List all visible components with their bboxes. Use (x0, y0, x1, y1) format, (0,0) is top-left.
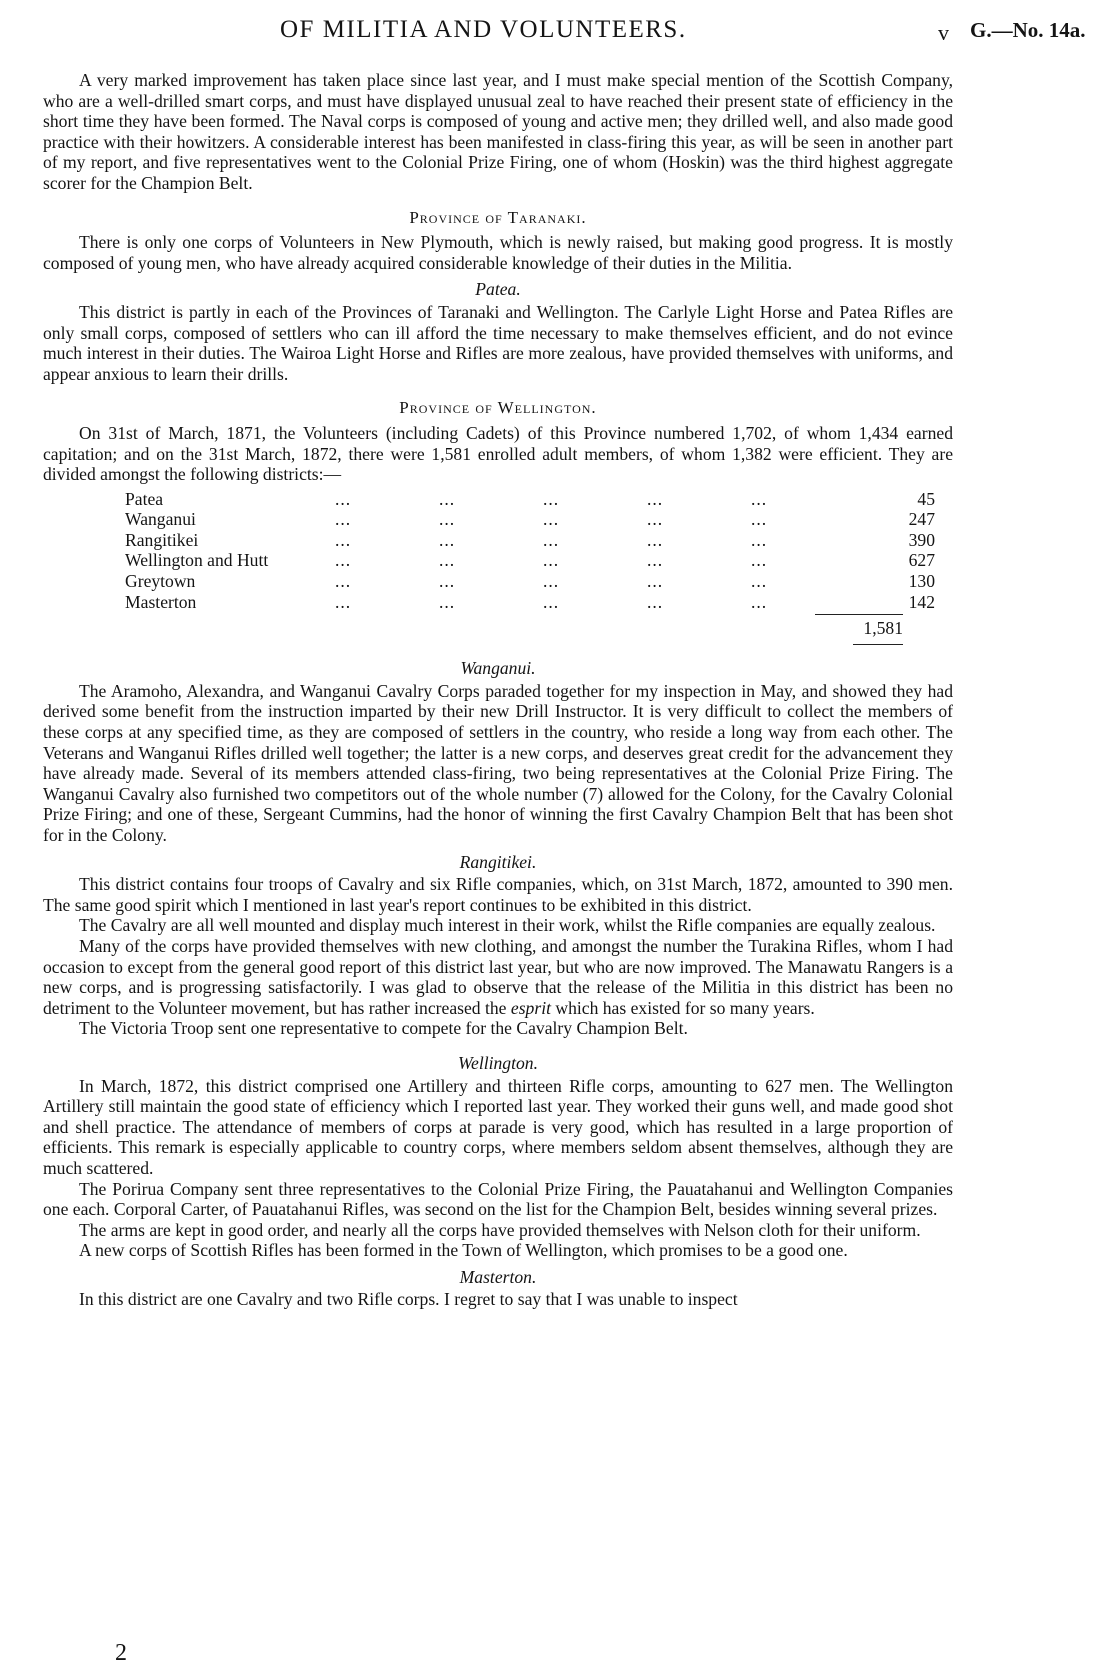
leader-dots: ... (543, 529, 560, 550)
table-row (125, 592, 935, 613)
leader-dots: ... (647, 488, 664, 509)
leader-dots: ... (335, 591, 352, 612)
masterton-paragraph: In this district are one Cavalry and two Rifle corps. I regret to say that I was unable to inspect (79, 1289, 738, 1310)
leader-dots: ... (543, 571, 560, 592)
page-numeral: v (938, 20, 949, 45)
leader-dots: ... (647, 591, 664, 612)
leader-dots: ... (751, 488, 768, 509)
leader-dots: ... (335, 571, 352, 592)
total-underline (853, 644, 903, 645)
district-value: 390 (908, 529, 935, 550)
rangitikei-paragraph-1: This district contains four troops of Cavalry and six Rifle companies, which, on 31st March, 1872, amounted to 390 men. The same good spirit which I mentioned in last year's report continues to be exhibited in this district. (43, 874, 953, 915)
district-value: 142 (908, 591, 935, 612)
table-row (125, 530, 935, 551)
heading-taranaki: Province of Taranaki. (409, 207, 587, 227)
intro-paragraph: A very marked improvement has taken place since last year, and I must make special mention of the Scottish Company, who are a well-drilled smart corps, and must have displayed unusual zeal to have reached their present state of efficiency in the short time they have been formed. The Naval corps is composed of young and active men; they drilled well, and also made good practice with their howitzers. A considerable interest has been manifested in class-firing this year, as will be seen in another part of my report, and five representatives went to the Colonial Prize Firing, one of whom (Hoskin) was the third highest aggregate scorer for the Champion Belt. (43, 70, 953, 193)
table-row (125, 489, 935, 510)
leader-dots: ... (439, 571, 456, 592)
wellington-paragraph-2: The Porirua Company sent three representatives to the Colonial Prize Firing, the Pauatahanui and Wellington Companies one each. Corporal Carter, of Pauatahanui Rifles, was second on the list for the Champion Belt, besides winning several prizes. (43, 1178, 953, 1220)
heading-wellington-province: Province of Wellington. (399, 398, 597, 418)
rangitikei-paragraph-4: The Victoria Troop sent one representative to compete for the Cavalry Champion Belt. (79, 1018, 688, 1039)
leader-dots: ... (439, 509, 456, 530)
district-value: 45 (917, 488, 935, 509)
leader-dots: ... (335, 509, 352, 530)
district-value: 130 (908, 571, 935, 592)
district-name: Greytown (125, 571, 196, 592)
page-body (43, 70, 953, 1310)
total-rule (815, 614, 903, 615)
heading-patea: Patea. (475, 279, 521, 300)
heading-rangitikei: Rangitikei. (459, 851, 537, 872)
rangitikei-text-a: Many of the corps have provided themselves with new clothing, and amongst the number the Turakina Rifles, whom I had occasion to except from the general good report of this district last year, but who are now improved. The Manawatu Rangers is a new corps, and is progressing satisfactorily. I was glad to observe that the release of the Militia in this district has been no detriment to the Volunteer movement, but has rather increased the (43, 935, 953, 1018)
leader-dots: ... (335, 529, 352, 550)
leader-dots: ... (647, 571, 664, 592)
leader-dots: ... (647, 509, 664, 530)
heading-masterton: Masterton. (459, 1266, 537, 1287)
leader-dots: ... (543, 509, 560, 530)
leader-dots: ... (751, 591, 768, 612)
leader-dots: ... (647, 529, 664, 550)
leader-dots: ... (439, 591, 456, 612)
wellington-paragraph-1: In March, 1872, this district comprised one Artillery and thirteen Rifle corps, amounting to 627 men. The Wellington Artillery still maintain the good state of efficiency which I reported last year. They worked their guns well, and made good shot and shell practice. The attendance of members of corps at parade is very good, which has resulted in a large proportion of efficients. This remark is especially applicable to country corps, where members seldom absent themselves, although they are much scattered. (43, 1075, 953, 1178)
leader-dots: ... (751, 550, 768, 571)
wanganui-paragraph: The Aramoho, Alexandra, and Wanganui Cavalry Corps paraded together for my inspection in May, and showed they had derived some benefit from the instruction imparted by their new Drill Instructor. It is very difficult to collect the members of these corps at any specified time, as they are composed of settlers in the country, who reside a long way from each other. The Veterans and Wanganui Rifles drilled well together; the latter is a new corps, and deserves great credit for the advancement they have already made. Several of its members attended class-firing, two being representatives at the Colonial Prize Firing. The Wanganui Cavalry also furnished two competitors out of the whole number (7) allowed for the Colony, for the Cavalry Colonial Prize Firing; and one of these, Sergeant Cummins, had the honor of winning the first Cavalry Champion Belt that has been shot for in the Colony. (43, 680, 953, 845)
leader-dots: ... (439, 550, 456, 571)
district-name: Wellington and Hutt (125, 550, 269, 571)
district-name: Rangitikei (125, 529, 199, 550)
signature-mark: 2 (115, 1640, 127, 1666)
heading-wellington: Wellington. (458, 1052, 538, 1073)
leader-dots: ... (439, 529, 456, 550)
patea-paragraph: This district is partly in each of the Provinces of Taranaki and Wellington. The Carlyle Light Horse and Patea Rifles are only small corps, composed of settlers who can ill afford the time necessary to make themselves efficient, and do not evince much interest in their duties. The Wairoa Light Horse and Rifles are more zealous, have provided themselves with uniforms, and appear anxious to learn their drills. (43, 301, 953, 384)
esprit-italic: esprit (510, 997, 551, 1018)
rangitikei-paragraph-2: The Cavalry are all well mounted and display much interest in their work, whilst the Rifle companies are equally zealous. (79, 915, 936, 936)
table-row (125, 571, 935, 592)
leader-dots: ... (335, 488, 352, 509)
page-header (0, 16, 1114, 50)
district-name: Patea (125, 488, 164, 509)
leader-dots: ... (751, 529, 768, 550)
leader-dots: ... (335, 550, 352, 571)
leader-dots: ... (647, 550, 664, 571)
taranaki-paragraph: There is only one corps of Volunteers in New Plymouth, which is newly raised, but making good progress. It is mostly composed of young men, who have already acquired considerable knowledge of their duties in the Militia. (43, 232, 953, 273)
wellington-paragraph-3: The arms are kept in good order, and nearly all the corps have provided themselves with Nelson cloth for their uniform. (79, 1219, 921, 1240)
districts-total (43, 612, 903, 652)
total-value: 1,581 (863, 618, 903, 639)
leader-dots: ... (543, 488, 560, 509)
districts-table (125, 489, 935, 613)
leader-dots: ... (439, 488, 456, 509)
leader-dots: ... (543, 591, 560, 612)
table-row (125, 509, 935, 530)
district-name: Masterton (125, 591, 197, 612)
wellington-province-paragraph: On 31st of March, 1871, the Volunteers (including Cadets) of this Province numbered 1,702, of whom 1,434 earned capitation; and on the 31st March, 1872, there were 1,581 enrolled adult members, of whom 1,382 were efficient. They are divided amongst the following districts:— (43, 422, 953, 485)
heading-wanganui: Wanganui. (460, 658, 536, 679)
leader-dots: ... (751, 571, 768, 592)
table-row (125, 550, 935, 571)
district-name: Wanganui (125, 509, 196, 530)
district-value: 627 (908, 550, 935, 571)
rangitikei-text-b: which has existed for so many years. (550, 997, 815, 1018)
wellington-paragraph-4: A new corps of Scottish Rifles has been formed in the Town of Wellington, which promises to be a good one. (79, 1240, 848, 1261)
leader-dots: ... (751, 509, 768, 530)
document-reference: G.—No. 14a. (970, 18, 1086, 42)
page-title: OF MILITIA AND VOLUNTEERS. (280, 16, 687, 43)
rangitikei-paragraph-3 (43, 936, 953, 1018)
leader-dots: ... (543, 550, 560, 571)
district-value: 247 (908, 509, 935, 530)
